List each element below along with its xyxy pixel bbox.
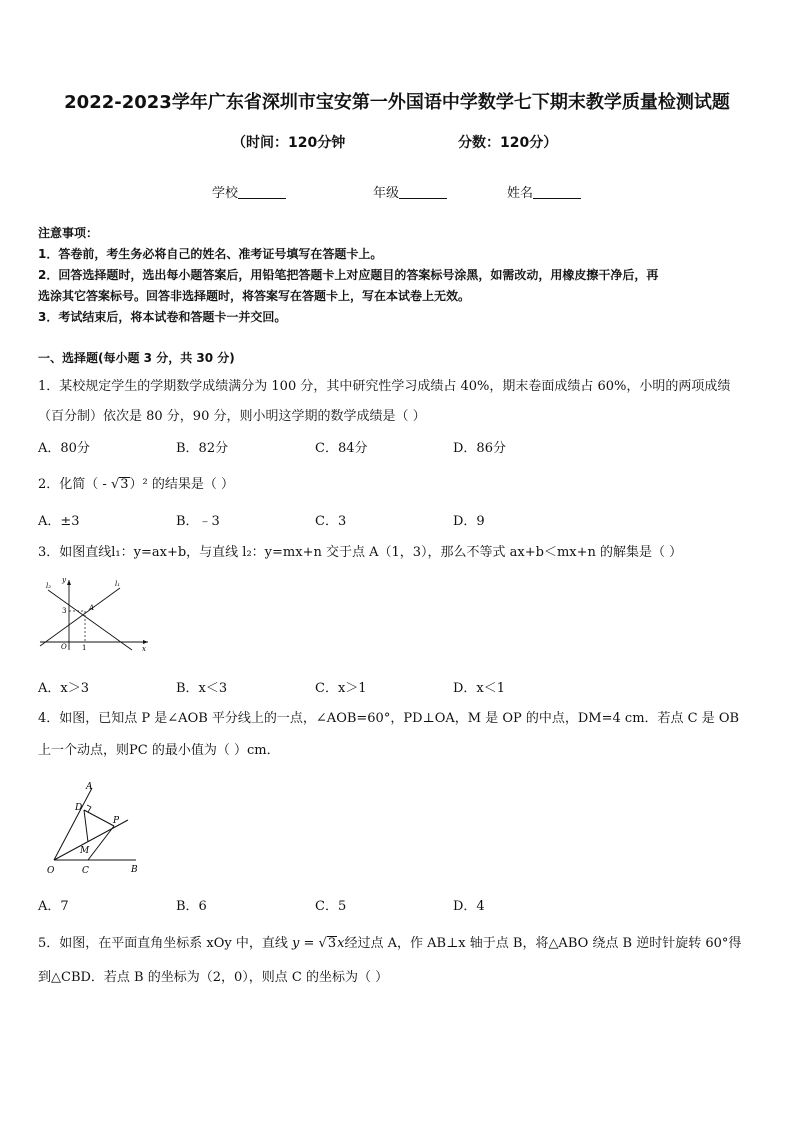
segment-pc — [88, 826, 114, 860]
q1-line2: （百分制）依次是 80 分，90 分，则小明这学期的数学成绩是（ ） — [38, 409, 426, 424]
school-label: 学校 — [212, 186, 239, 201]
y-axis-arrow — [67, 580, 71, 585]
note-3: 3．考试结束后，将本试卷和答题卡一并交回。 — [38, 310, 287, 324]
q3-option-a: A．x＞3 — [38, 681, 89, 696]
label-x: x — [142, 645, 146, 652]
q2-prefix: 2．化简（ - — [38, 477, 111, 492]
q5-line2: 到△CBD．若点 B 的坐标为（2，0），则点 C 的坐标为（ ） — [38, 970, 389, 985]
q1-option-d: D．86分 — [453, 441, 506, 456]
name-label: 姓名 — [507, 186, 534, 201]
line-l2 — [48, 590, 132, 650]
label-b: B — [131, 865, 138, 875]
q2-option-c: C．3 — [315, 514, 347, 529]
q4-line1: 4．如图，已知点 P 是∠AOB 平分线上的一点，∠AOB=60°，PD⊥OA，M 是 OP 的中点，DM=4 cm．若点 C 是 OB — [38, 711, 740, 726]
q2-suffix: ）² 的结果是（ ） — [129, 477, 234, 492]
q4-option-b: B．6 — [176, 899, 207, 914]
q1-line1: 1．某校规定学生的学期数学成绩满分为 100 分，其中研究性学习成绩占 40%，期末卷面成绩占 60%，小明的两项成绩 — [38, 379, 731, 394]
q1-option-b: B．82分 — [176, 441, 229, 456]
q5-formula-x: x — [337, 936, 345, 951]
q3-option-c: C．x＞1 — [315, 681, 367, 696]
segment-pd — [84, 810, 114, 826]
right-angle-mark — [87, 805, 91, 812]
q4-line2: 上一个动点，则PC 的最小值为（ ）cm． — [38, 743, 280, 758]
q2-radicand: 3 — [120, 477, 129, 492]
label-a: A — [89, 604, 95, 612]
q5-formula-y: y — [292, 936, 300, 951]
label-one: 1 — [82, 644, 87, 652]
label-m: M — [80, 846, 90, 856]
note-2-line2: 选涂其它答案标号。回答非选择题时，将答案写在答题卡上，写在本试卷上无效。 — [38, 289, 471, 303]
q1-option-c: C．84分 — [315, 441, 368, 456]
segment-dm — [84, 810, 88, 842]
notes-heading: 注意事项： — [38, 226, 99, 240]
q2-option-b: B．﹣3 — [176, 514, 220, 529]
q2-option-d: D．9 — [453, 514, 485, 529]
grade-label: 年级 — [373, 186, 400, 201]
q4-option-c: C．5 — [315, 899, 347, 914]
label-c: C — [82, 866, 89, 876]
label-l2: l₂ — [46, 582, 52, 590]
exam-title: 2022-2023学年广东省深圳市宝安第一外国语中学数学七下期末教学质量检测试题 — [64, 92, 730, 113]
q3-stem: 3．如图直线l₁：y=ax+b，与直线 l₂：y=mx+n 交于点 A（1，3），那么不等式 ax+b＜mx+n 的解集是（ ） — [38, 545, 683, 560]
q5-suffix: 经过点 A，作 AB⊥x 轴于点 B，将△ABO 绕点 B 逆时针旋转 60°得 — [344, 936, 742, 951]
line-l1 — [40, 588, 120, 646]
name-blank — [533, 185, 581, 199]
note-2-line1: 2．回答选择题时，选出每小题答案后，用铅笔把答题卡上对应题目的答案标号涂黑，如需改动，用橡皮擦干净后，再 — [38, 268, 659, 282]
label-p: P — [113, 816, 120, 826]
sqrt-sign: √ — [318, 936, 327, 951]
section-heading: 一、选择题(每小题 3 分，共 30 分) — [38, 351, 235, 365]
q2-option-a: A．±3 — [38, 514, 80, 529]
q5-formula-eq: = — [299, 936, 319, 951]
grade-blank — [399, 185, 447, 199]
q1-option-a: A．80分 — [38, 441, 90, 456]
sqrt-sign: √ — [110, 477, 120, 492]
q4-option-a: A．7 — [38, 899, 69, 914]
note-1: 1．答卷前，考生务必将自己的姓名、准考证号填写在答题卡上。 — [38, 247, 383, 261]
q3-figure — [36, 576, 152, 652]
q4-figure — [40, 778, 150, 878]
label-y: y — [62, 576, 66, 584]
label-o: O — [47, 866, 55, 876]
label-d: D — [75, 803, 83, 813]
q2-stem — [38, 473, 234, 492]
q5-line1 — [38, 932, 741, 951]
school-field — [212, 182, 286, 201]
grade-field — [373, 182, 447, 201]
label-a: A — [86, 782, 93, 792]
q4-option-d: D．4 — [453, 899, 485, 914]
name-field — [507, 182, 581, 201]
exam-score: 分数：120分） — [458, 135, 558, 151]
school-blank — [238, 185, 286, 199]
label-three: 3 — [62, 607, 67, 615]
x-axis-arrow — [143, 640, 148, 644]
q5-prefix: 5．如图，在平面直角坐标系 xOy 中，直线 — [38, 936, 293, 951]
label-o: O — [61, 643, 67, 651]
exam-time: （时间：120分钟 — [232, 135, 346, 151]
q3-option-b: B．x＜3 — [176, 681, 228, 696]
label-l1: l₁ — [115, 580, 121, 588]
q5-formula-radicand: 3 — [327, 936, 337, 951]
q3-option-d: D．x＜1 — [453, 681, 506, 696]
